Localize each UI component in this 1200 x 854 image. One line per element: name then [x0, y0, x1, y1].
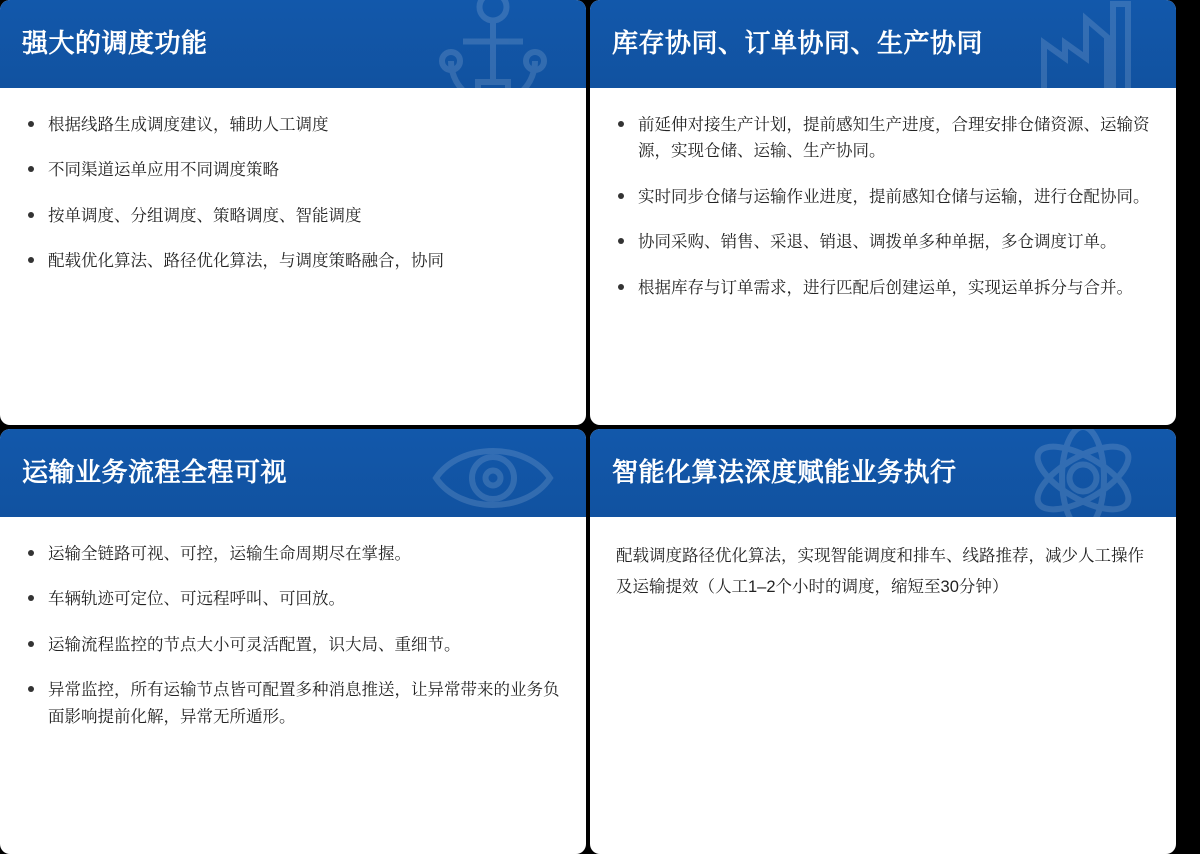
bullet-dot-icon: [618, 193, 624, 199]
list-item-text: 前延伸对接生产计划，提前感知生产进度，合理安排仓储资源、运输资源，实现仓储、运输、生产协同。: [638, 116, 1150, 161]
bullet-dot-icon: [618, 284, 624, 290]
list-item: [26, 586, 560, 612]
bullet-dot-icon: [28, 121, 34, 127]
bullet-dot-icon: [28, 595, 34, 601]
list-item: [26, 112, 560, 138]
feature-card-visibility: [0, 429, 586, 854]
card-body: [590, 517, 1176, 854]
list-item: [616, 275, 1150, 301]
eye-visibility-icon: [418, 429, 568, 517]
list-item: [26, 203, 560, 229]
bullet-dot-icon: [618, 238, 624, 244]
card-title: 库存协同、订单协同、生产协同: [612, 28, 984, 59]
list-item-text: 不同渠道运单应用不同调度策略: [48, 161, 279, 180]
bullet-dot-icon: [28, 550, 34, 556]
card-title: 智能化算法深度赋能业务执行: [612, 457, 957, 488]
list-item-text: 配载优化算法、路径优化算法，与调度策略融合，协同: [48, 252, 444, 271]
list-item: [616, 229, 1150, 255]
factory-chart-icon: [1008, 0, 1158, 88]
list-item-text: 根据库存与订单需求，进行匹配后创建运单，实现运单拆分与合并。: [638, 278, 1133, 297]
bullet-dot-icon: [618, 121, 624, 127]
bullet-dot-icon: [28, 212, 34, 218]
card-header: [0, 0, 586, 88]
list-item: [26, 632, 560, 658]
list-item: [616, 112, 1150, 165]
list-item-text: 根据线路生成调度建议，辅助人工调度: [48, 116, 329, 134]
bullet-list: [26, 541, 560, 730]
card-paragraph: 配载调度路径优化算法，实现智能调度和排车、线路推荐，减少人工操作及运输提效（人工1–2个小时的调度，缩短至30分钟）: [616, 547, 1144, 596]
feature-card-algorithm: [590, 429, 1176, 854]
list-item: [26, 157, 560, 183]
list-item-text: 按单调度、分组调度、策略调度、智能调度: [48, 206, 362, 225]
card-title: 运输业务流程全程可视: [22, 457, 288, 488]
anchor-network-icon: [418, 0, 568, 88]
card-header: [590, 429, 1176, 517]
list-item-text: 车辆轨迹可定位、可远程呼叫、可回放。: [48, 590, 345, 609]
atom-algorithm-icon: [1008, 429, 1158, 517]
feature-card-collaboration: [590, 0, 1176, 425]
feature-card-scheduling: [0, 0, 586, 425]
card-body: [0, 517, 586, 854]
list-item-text: 运输流程监控的节点大小可灵活配置，识大局、重细节。: [48, 635, 461, 654]
bullet-list: [26, 112, 560, 275]
list-item-text: 实时同步仓储与运输作业进度，提前感知仓储与运输，进行仓配协同。: [638, 187, 1150, 206]
card-title: 强大的调度功能: [22, 28, 208, 59]
list-item: [26, 677, 560, 730]
list-item-text: 协同采购、销售、采退、销退、调拨单多种单据，多仓调度订单。: [638, 233, 1117, 252]
bullet-dot-icon: [28, 686, 34, 692]
list-item: [26, 248, 560, 274]
bullet-dot-icon: [28, 257, 34, 263]
bullet-list: [616, 112, 1150, 301]
list-item: [616, 184, 1150, 210]
card-header: [590, 0, 1176, 88]
card-body: [590, 88, 1176, 425]
list-item: [26, 541, 560, 567]
bullet-dot-icon: [28, 166, 34, 172]
list-item-text: 异常监控，所有运输节点皆可配置多种消息推送，让异常带来的业务负面影响提前化解，异常无所遁形。: [48, 681, 560, 726]
card-header: [0, 429, 586, 517]
list-item-text: 运输全链路可视、可控，运输生命周期尽在掌握。: [48, 545, 411, 563]
bullet-dot-icon: [28, 641, 34, 647]
card-body: [0, 88, 586, 425]
